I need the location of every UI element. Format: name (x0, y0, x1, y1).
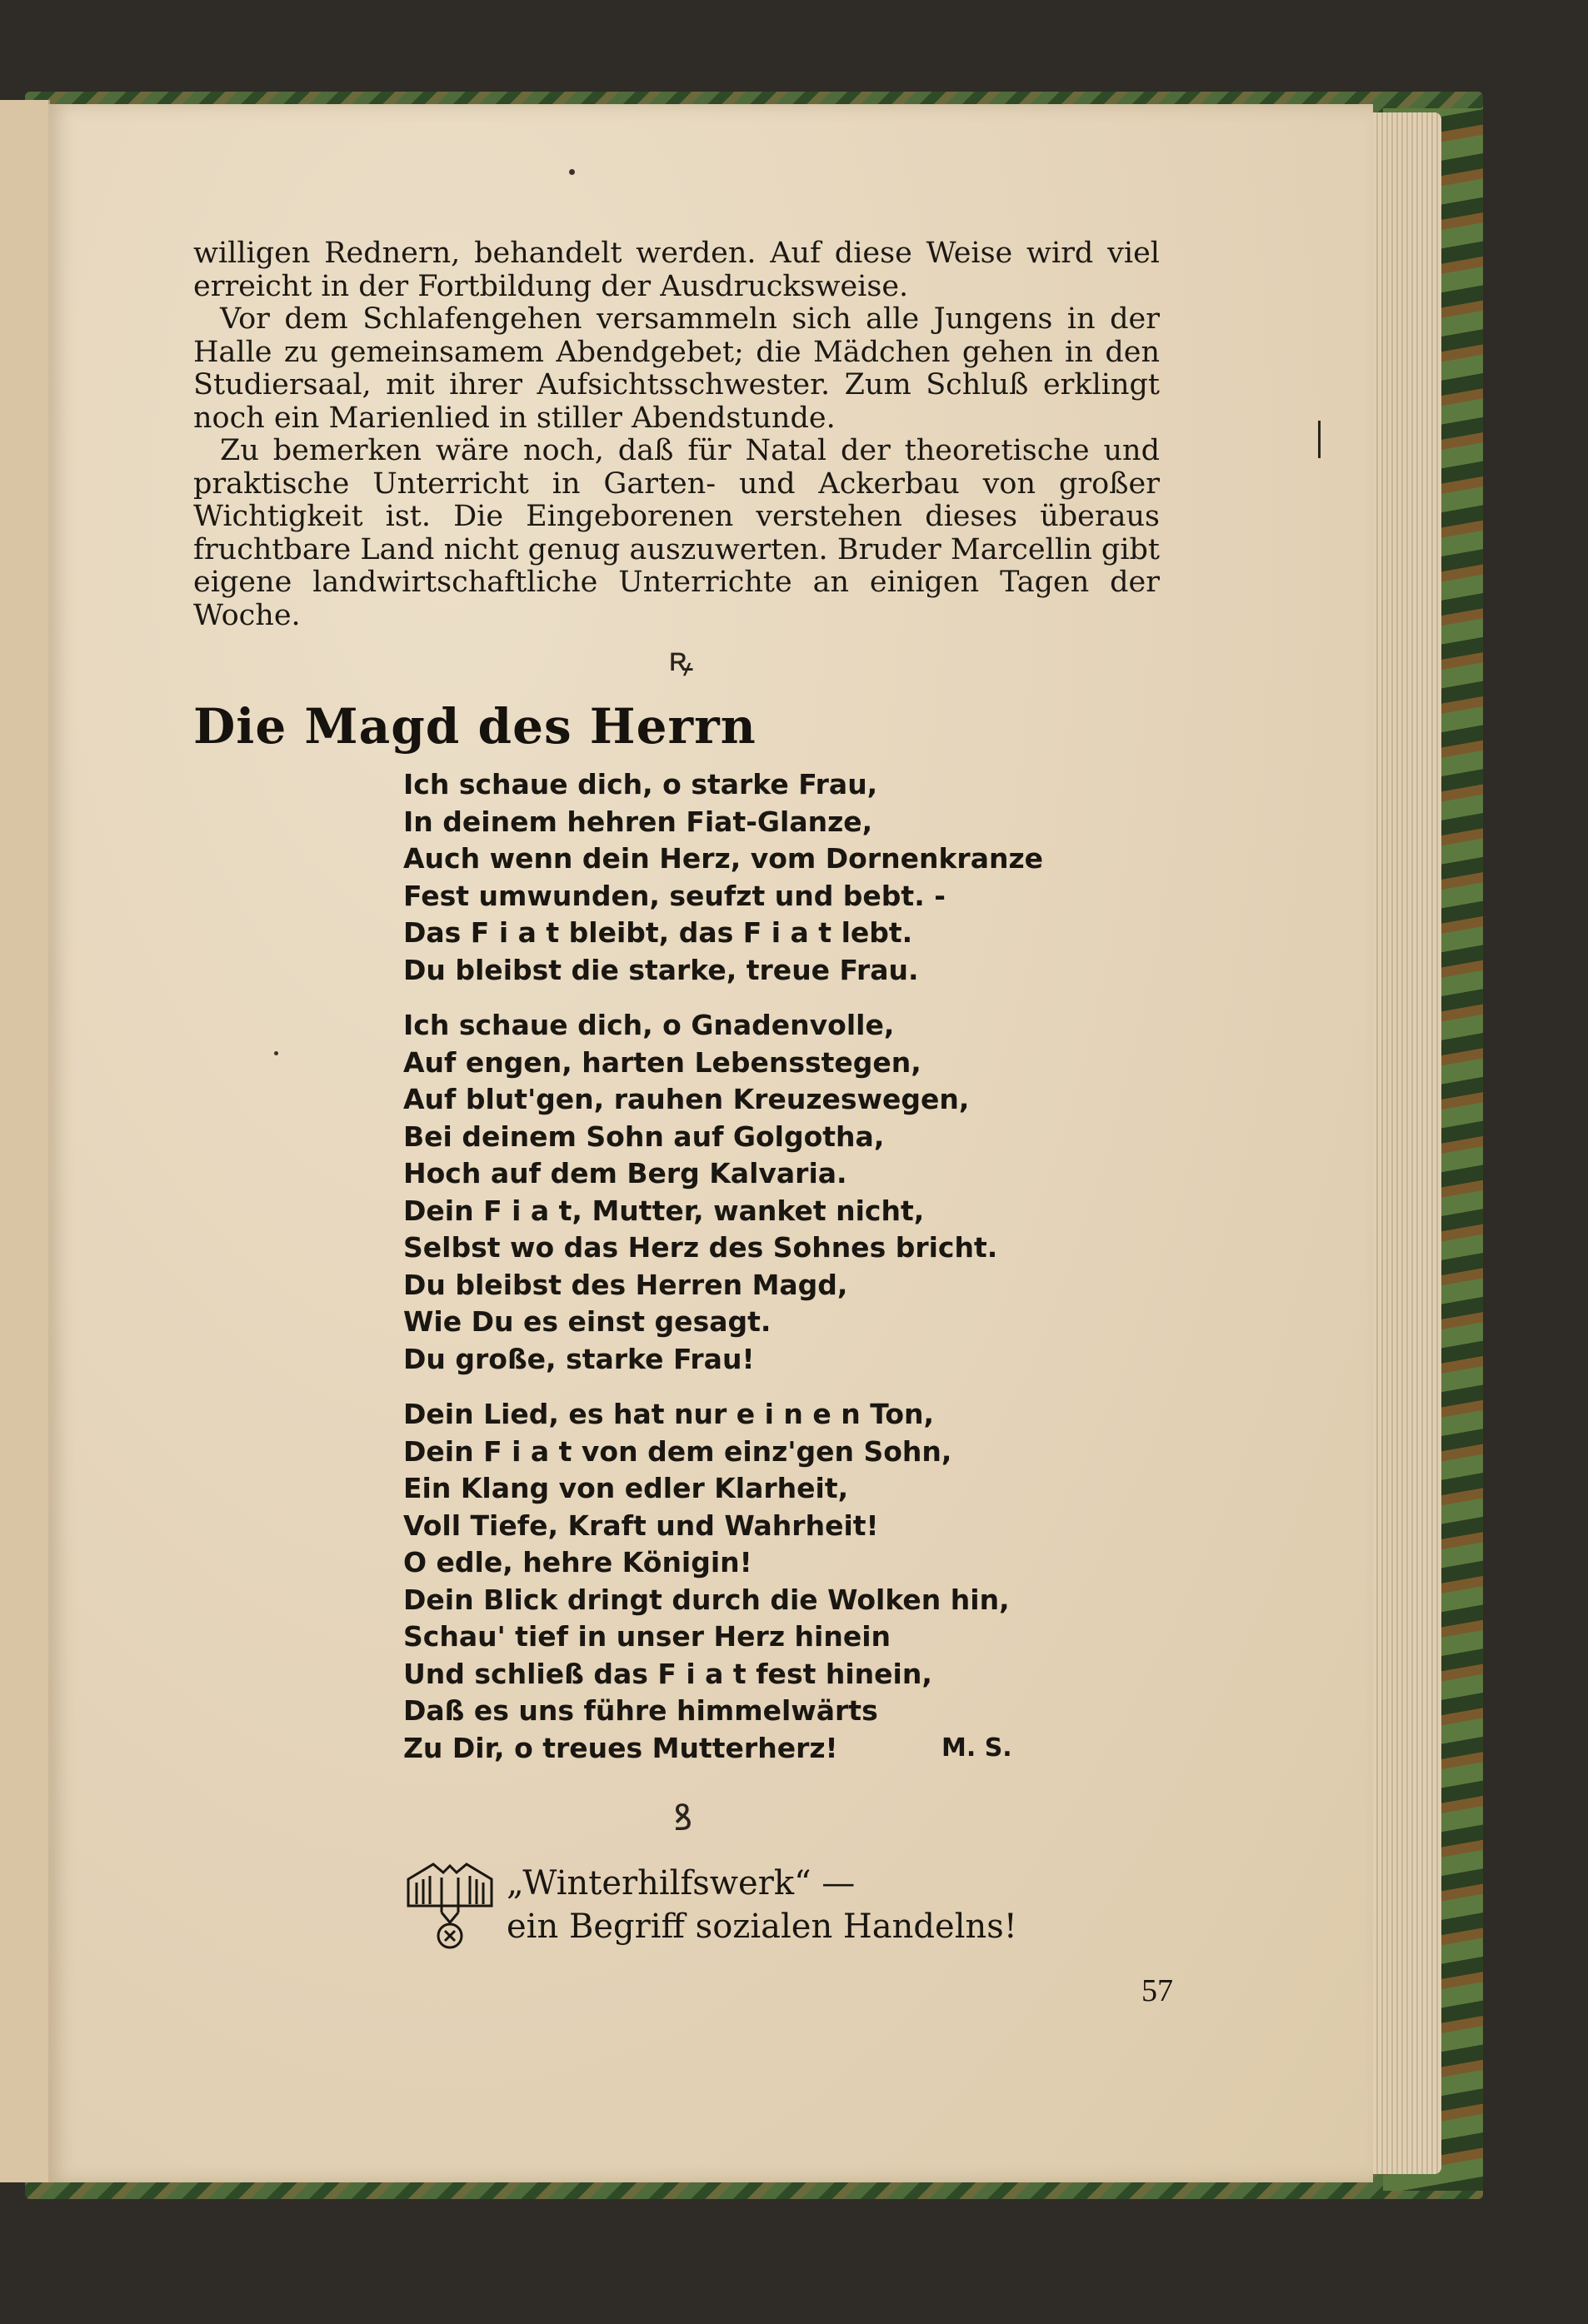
poem-line: Daß es uns führe himmelwärts (403, 1694, 878, 1727)
poem-title: Die Magd des Herrn (193, 698, 757, 755)
body-text (193, 237, 1160, 632)
poem-line: Ein Klang von edler Klarheit, (403, 1472, 849, 1504)
speck (569, 169, 575, 175)
poem-line: Auf blut'gen, rauhen Kreuzeswegen, (403, 1083, 970, 1115)
poem-line: Dein Blick dringt durch die Wolken hin, (403, 1583, 1010, 1616)
poem-line: Du große, starke Frau! (403, 1342, 755, 1375)
poem-line: Und schließ das F i a t fest hinein, (403, 1657, 932, 1690)
poem-line: O edle, hehre Königin! (403, 1546, 752, 1578)
poem-line: Zu Dir, o treues Mutterherz! (403, 1731, 838, 1764)
poem-line: Ich schaue dich, o Gnadenvolle, (403, 1009, 895, 1041)
margin-mark (1318, 421, 1321, 458)
poem-line: Selbst wo das Herz des Sohnes bricht. (403, 1231, 998, 1264)
poem-signature: M. S. (941, 1733, 1012, 1763)
stanza (403, 766, 1044, 989)
poem-line: Du bleibst die starke, treue Frau. (403, 953, 919, 986)
poem-line: Dein Lied, es hat nur e i n e n Ton, (403, 1398, 935, 1430)
poem-line: Schau' tief in unser Herz hinein (403, 1620, 891, 1653)
poem-line: Ich schaue dich, o starke Frau, (403, 768, 878, 800)
winterhilfswerk-slogan (507, 1862, 1040, 1948)
slogan-line: „Winterhilfswerk“ — (507, 1864, 856, 1903)
stanza (403, 1396, 1036, 1767)
poem-line: Dein F i a t von dem einz'gen Sohn, (403, 1434, 952, 1468)
poem-line: Dein F i a t, Mutter, wanket nicht, (403, 1194, 925, 1227)
ornament-divider: ꝶ (668, 641, 694, 679)
page-number: 57 (1141, 1973, 1173, 2008)
poem-line: Auf engen, harten Lebensstegen, (403, 1045, 921, 1079)
whw-eagle-logo-icon (400, 1854, 500, 1952)
poem-line: Voll Tiefe, Kraft und Wahrheit! (403, 1509, 879, 1542)
poem-line: Hoch auf dem Berg Kalvaria. (403, 1157, 847, 1189)
poem-line: Bei deinem Sohn auf Golgotha, (403, 1120, 885, 1153)
paragraph: Zu bemerken wäre noch, daß für Natal der theoretische und praktische Unterricht in Garten- und Ackerbau von großer Wichtigkeit ist. Die Eingeborenen verstehen dieses überaus fruchtbare Land nicht genug auszuwerten. Bruder Marcellin gibt eigene landwirtschaftliche Unterrichte an einigen Tagen der Woche. (193, 434, 1160, 632)
poem-line: Fest umwunden, seufzt und bebt. - (403, 879, 946, 912)
poem-line: Du bleibst des Herren Magd, (403, 1268, 848, 1301)
poem (403, 766, 1044, 1785)
stanza (403, 1007, 1036, 1378)
slogan-line: ein Begriff sozialen Handelns! (507, 1908, 1017, 1946)
left-page-edge (0, 100, 50, 2182)
speck (274, 1051, 278, 1055)
poem-line: Wie Du es einst gesagt. (403, 1305, 772, 1338)
paragraph: Vor dem Schlafengehen versammeln sich alle Jungens in der Halle zu gemeinsamem Abendgebet; die Mädchen gehen in den Studiersaal, mit ihrer Aufsichtsschwester. Zum Schluß erklingt noch ein Marienlied in stiller Abendstunde. (193, 302, 1160, 435)
poem-line: In deinem hehren Fiat-Glanze, (403, 805, 873, 838)
paragraph: willigen Rednern, behandelt werden. Auf diese Weise wird viel erreicht in der Fortbildung der Ausdrucksweise. (193, 237, 1160, 303)
poem-line: Das F i a t bleibt, das F i a t lebt. (403, 916, 913, 949)
ornament-divider: ꝸ (673, 1797, 693, 1839)
poem-line: Auch wenn dein Herz, vom Dornenkranze (403, 842, 1044, 875)
